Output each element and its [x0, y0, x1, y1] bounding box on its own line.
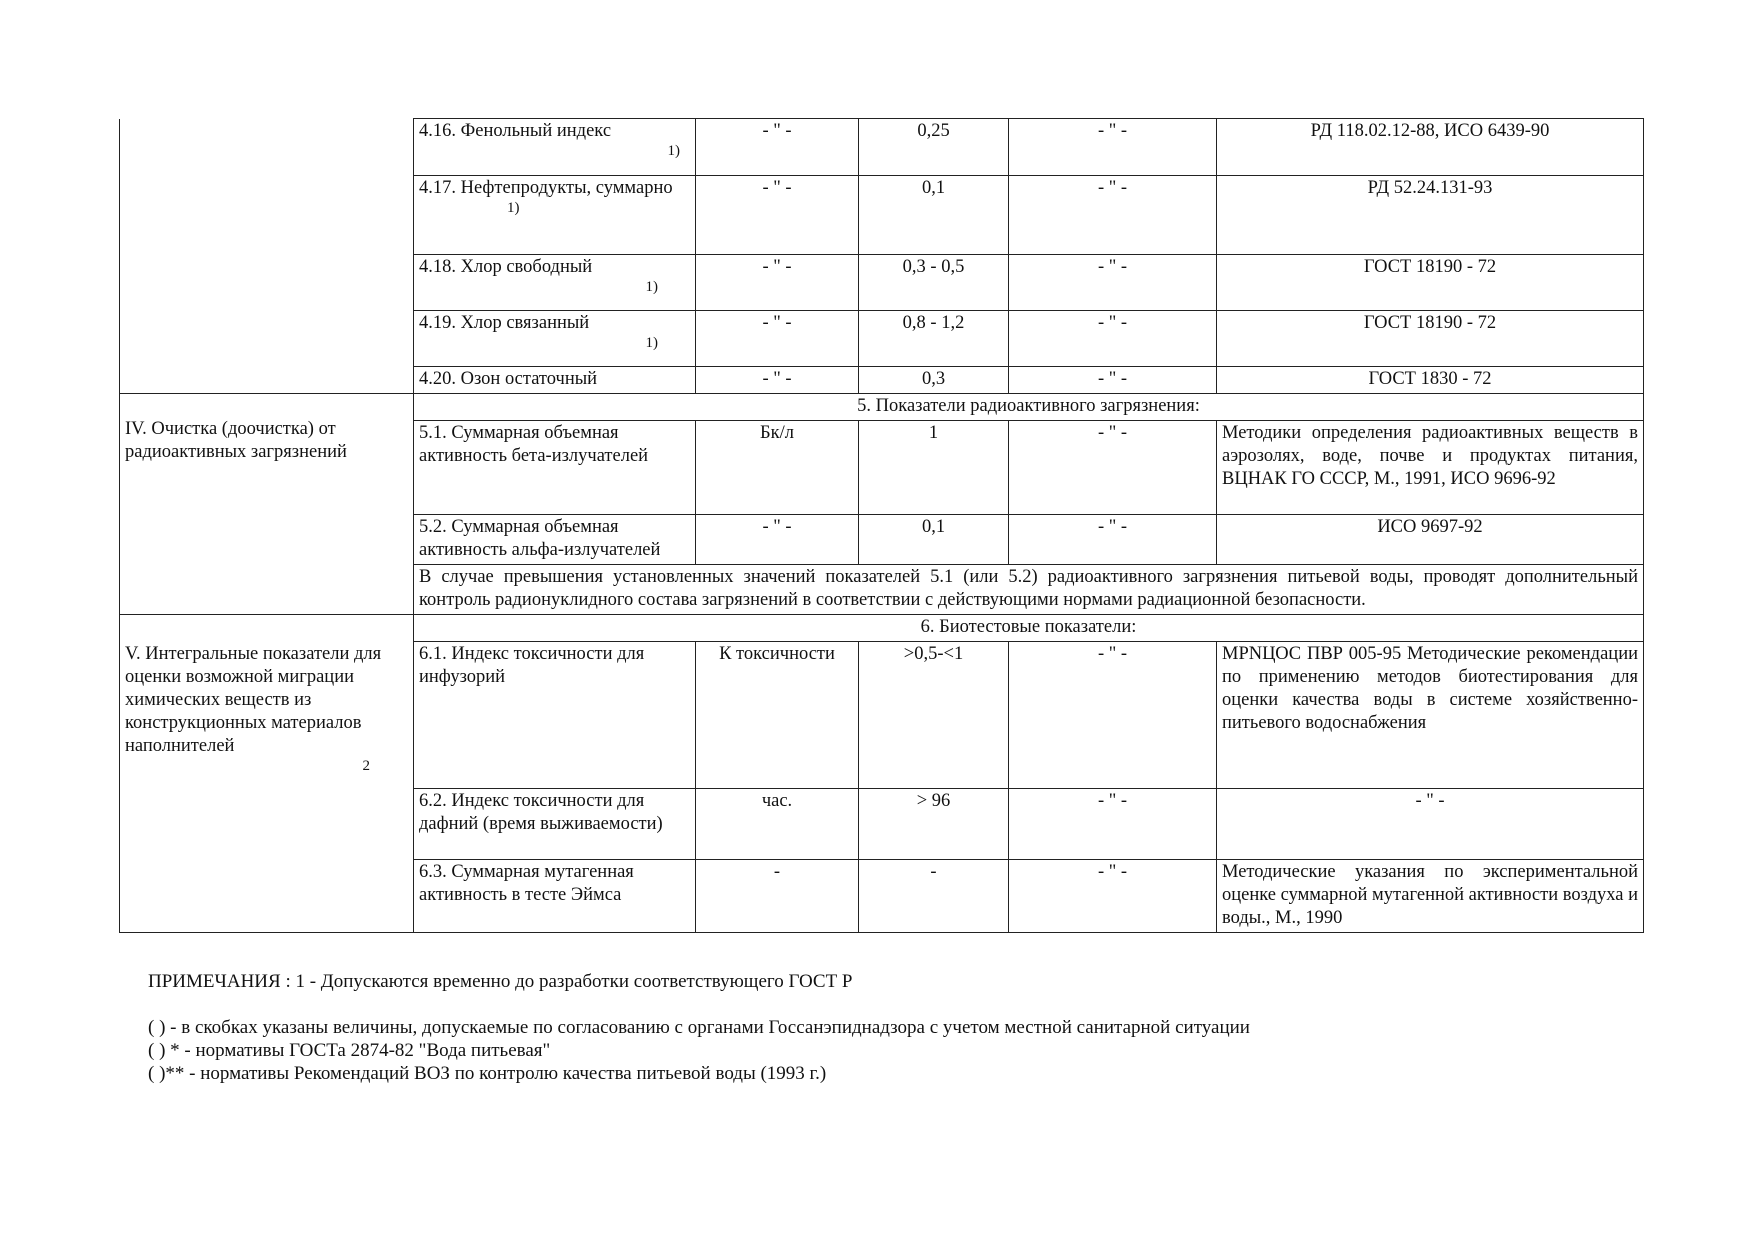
class-cell: - " - [1009, 789, 1217, 860]
method-cell: Методики определения радиоактивных веществ в аэрозолях, воде, почве и продуктах питания, ВЦНАК ГО СССР, М., 1991, ИСО 9696-92 [1217, 421, 1644, 515]
indicator-name: 4.16. Фенольный индекс 1) [414, 119, 696, 176]
method-cell: Методические указания по экспериментальной оценке суммарной мутагенной активности воздуха и воды., М., 1990 [1217, 860, 1644, 933]
method-cell: ГОСТ 18190 - 72 [1217, 311, 1644, 367]
note-line: ( ) - в скобках указаны величины, допускаемые по согласованию с органами Госсанэпиднадзора с учетом местной санитарной ситуации [148, 1017, 1250, 1038]
method-cell: ГОСТ 18190 - 72 [1217, 255, 1644, 311]
unit-cell: - " - [696, 255, 859, 311]
method-cell: РД 52.24.131-93 [1217, 176, 1644, 255]
unit-cell: - [696, 860, 859, 933]
unit-cell: час. [696, 789, 859, 860]
class-cell: - " - [1009, 176, 1217, 255]
notes-block [148, 970, 1250, 1085]
indicator-name: 4.20. Озон остаточный [414, 367, 696, 394]
class-cell: - " - [1009, 311, 1217, 367]
footnote-mark: 1) [667, 143, 680, 159]
footnote-mark: 1) [645, 279, 658, 295]
value-cell: 1 [859, 421, 1009, 515]
indicator-name: 6.2. Индекс токсичности для дафний (время выживаемости) [414, 789, 696, 860]
unit-cell: - " - [696, 119, 859, 176]
class-cell: - " - [1009, 515, 1217, 565]
indicator-name: 5.2. Суммарная объемная активность альфа-излучателей [414, 515, 696, 565]
indicator-name: 6.1. Индекс токсичности для инфузорий [414, 642, 696, 789]
notes-title-line: ПРИМЕЧАНИЯ : 1 - Допускаются временно до разработки соответствующего ГОСТ Р [148, 971, 853, 992]
method-cell: - " - [1217, 789, 1644, 860]
class-cell: - " - [1009, 642, 1217, 789]
indicator-name: 4.18. Хлор свободный 1) [414, 255, 696, 311]
class-cell: - " - [1009, 421, 1217, 515]
value-cell: 0,3 - 0,5 [859, 255, 1009, 311]
footnote-mark: 2 [362, 758, 370, 774]
value-cell: >0,5-<1 [859, 642, 1009, 789]
unit-cell: - " - [696, 367, 859, 394]
table-row [120, 119, 1644, 176]
value-cell: - [859, 860, 1009, 933]
unit-cell: Бк/л [696, 421, 859, 515]
unit-cell: - " - [696, 311, 859, 367]
method-cell: МРNЦОС ПВР 005-95 Методические рекомендации по применению методов биотестирования для оценки качества воды в системе хозяйственно- питьевого водоснабжения [1217, 642, 1644, 789]
indicator-name: 6.3. Суммарная мутагенная активность в тесте Эймса [414, 860, 696, 933]
section-header-row [120, 615, 1644, 642]
value-cell: 0,8 - 1,2 [859, 311, 1009, 367]
class-cell: - " - [1009, 367, 1217, 394]
category-cell: IV. Очистка (доочистка) от радиоактивных загрязнений [120, 394, 414, 615]
unit-cell: - " - [696, 515, 859, 565]
method-cell: ГОСТ 1830 - 72 [1217, 367, 1644, 394]
method-cell: РД 118.02.12-88, ИСО 6439-90 [1217, 119, 1644, 176]
value-cell: > 96 [859, 789, 1009, 860]
unit-cell: К токсичности [696, 642, 859, 789]
class-cell: - " - [1009, 255, 1217, 311]
value-cell: 0,3 [859, 367, 1009, 394]
indicator-name: 4.17. Нефтепродукты, суммарно 1) [414, 176, 696, 255]
note-line: ( )** - нормативы Рекомендаций ВОЗ по контролю качества питьевой воды (1993 г.) [148, 1063, 827, 1084]
unit-cell: - " - [696, 176, 859, 255]
value-cell: 0,25 [859, 119, 1009, 176]
indicator-name: 4.19. Хлор связанный 1) [414, 311, 696, 367]
section-note: В случае превышения установленных значений показателей 5.1 (или 5.2) радиоактивного загрязнения питьевой воды, проводят дополнительный контроль радионуклидного состава загрязнений в соответствии с действующими нормами радиационной безопасности. [414, 565, 1644, 615]
method-cell: ИСО 9697-92 [1217, 515, 1644, 565]
indicator-name: 5.1. Суммарная объемная активность бета-излучателей [414, 421, 696, 515]
category-cell: V. Интегральные показатели для оценки возможной миграции химических веществ из конструкционных материалов наполнителей 2 [120, 615, 414, 933]
section-header-row [120, 394, 1644, 421]
footnote-mark: 1) [645, 335, 658, 351]
value-cell: 0,1 [859, 515, 1009, 565]
value-cell: 0,1 [859, 176, 1009, 255]
category-cell-empty [120, 119, 414, 394]
section-header: 6. Биотестовые показатели: [414, 615, 1644, 642]
footnote-mark: 1) [507, 200, 520, 216]
class-cell: - " - [1009, 119, 1217, 176]
class-cell: - " - [1009, 860, 1217, 933]
standards-table [119, 118, 1644, 933]
section-header: 5. Показатели радиоактивного загрязнения: [414, 394, 1644, 421]
note-line: ( ) * - нормативы ГОСТа 2874-82 "Вода питьевая" [148, 1040, 551, 1061]
